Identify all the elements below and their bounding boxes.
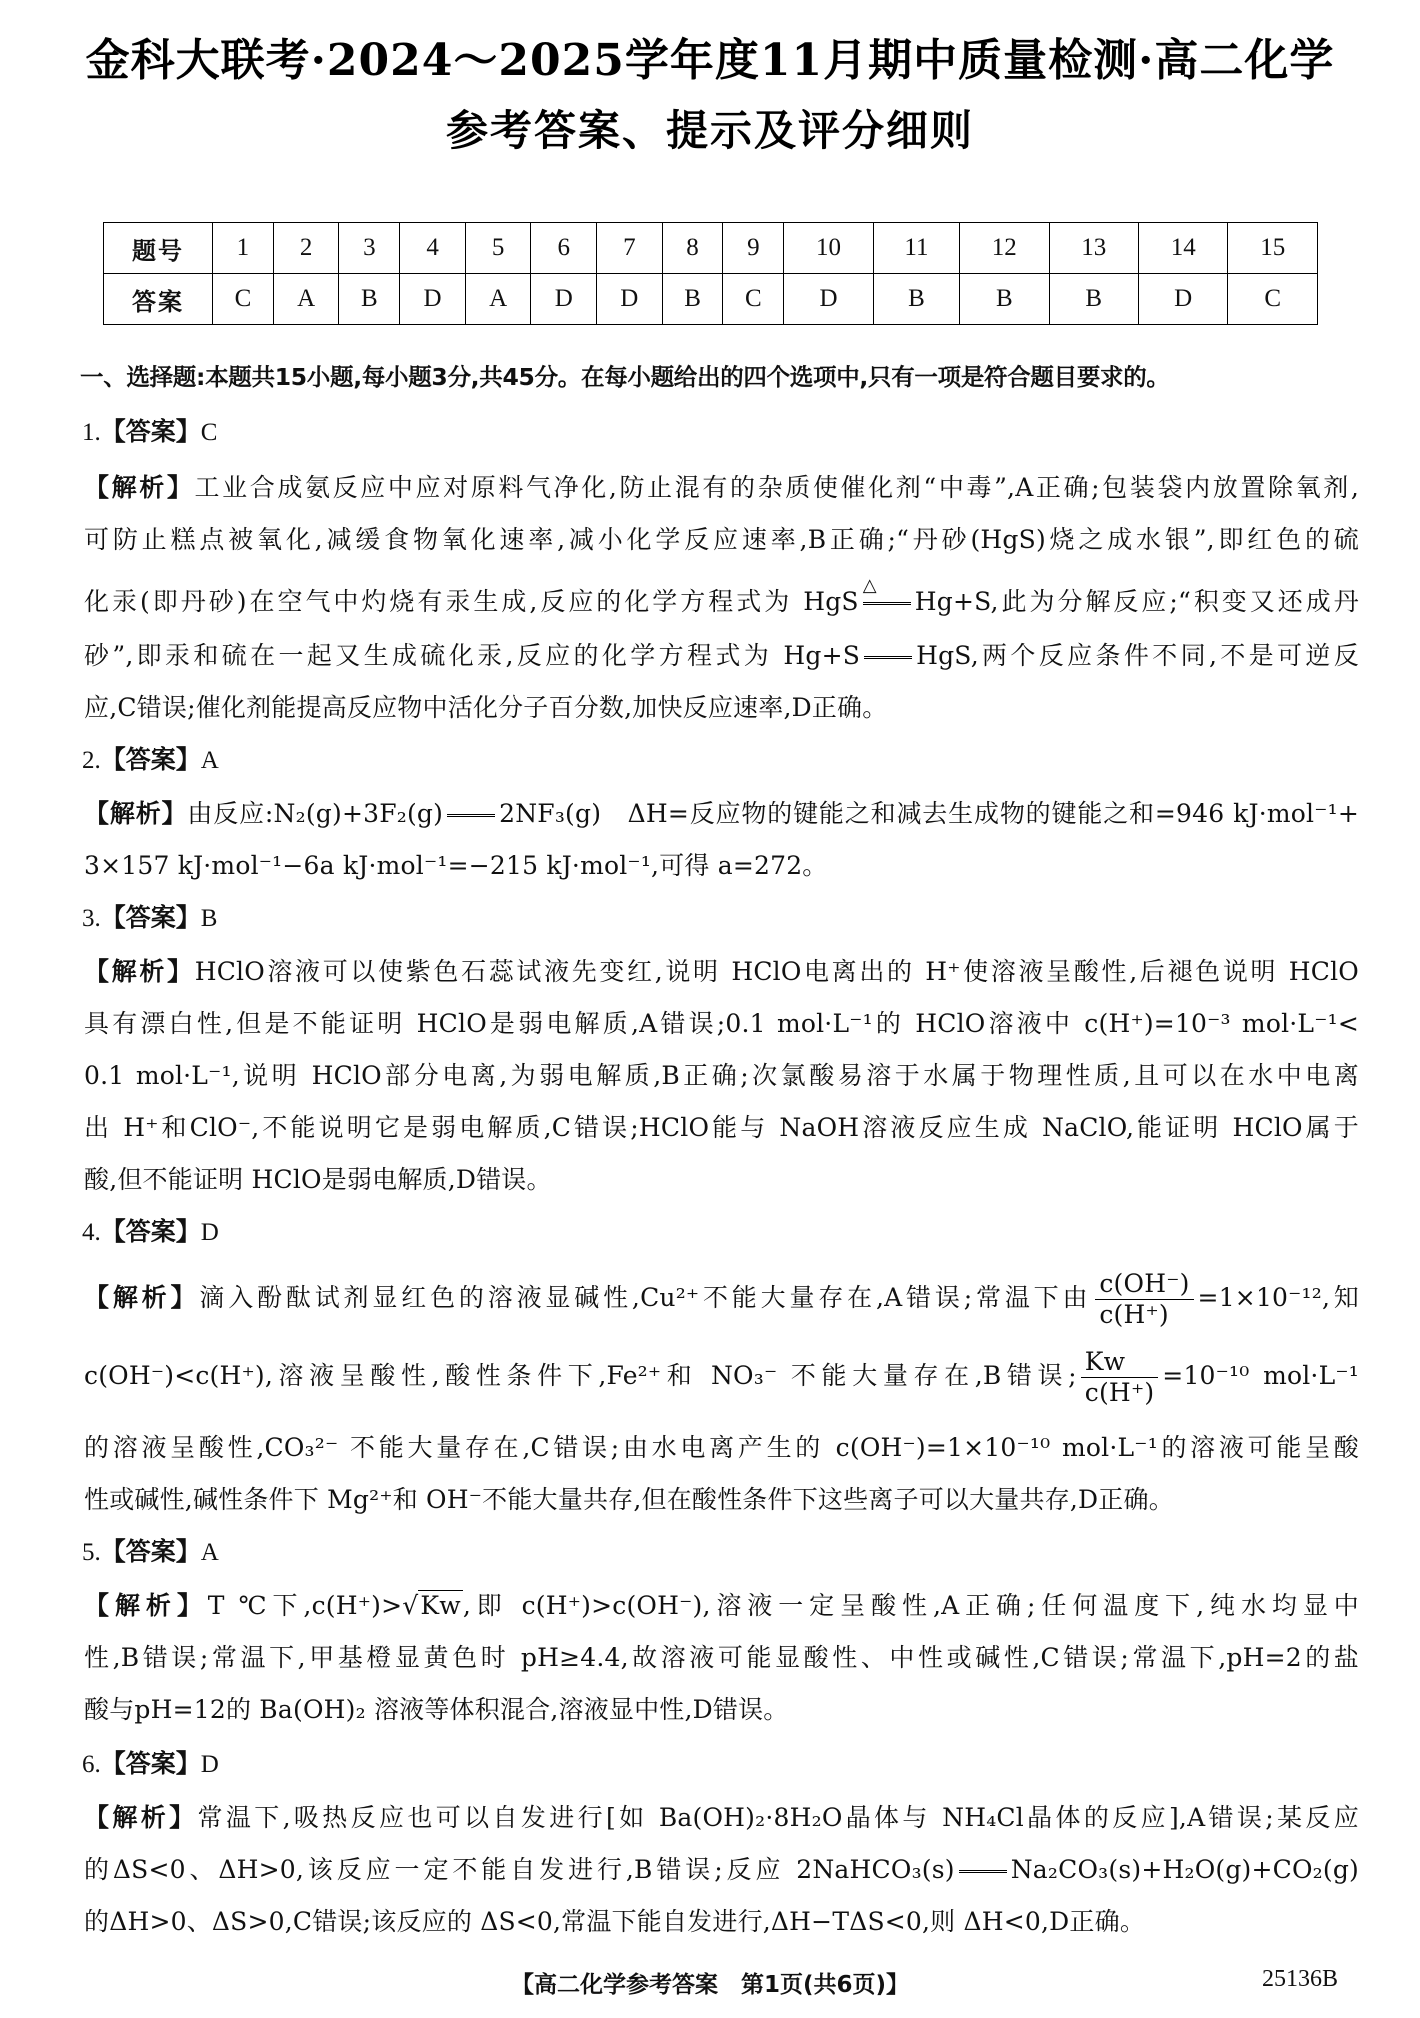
- analysis-tag: 【解析】: [84, 1283, 200, 1312]
- question-number: 5.: [82, 1539, 101, 1566]
- answer-table-number-row: [104, 223, 1318, 274]
- answer-table-answer-row: [104, 274, 1318, 325]
- analysis-text: Hg+S,此为分解反应;“积变又还成丹: [914, 587, 1359, 616]
- analysis-text: 滴入酚酞试剂显红色的溶液显碱性,Cu²⁺不能大量存在,A错误;常温下由: [199, 1283, 1092, 1312]
- analysis-text: T ℃下,c(H⁺)>: [207, 1591, 403, 1620]
- question-5-analysis-line: 酸与pH=12的 Ba(OH)₂ 溶液等体积混合,溶液显中性,D错误。: [84, 1695, 789, 1724]
- answer-tag: 【答案】: [100, 745, 201, 774]
- fraction-numerator: c(OH⁻): [1095, 1269, 1193, 1300]
- answer-cell: A: [465, 274, 531, 325]
- question-number: 2.: [82, 747, 101, 774]
- answer-value: D: [200, 1751, 219, 1778]
- sqrt-sign: √: [402, 1591, 419, 1620]
- answer-cell: B: [339, 274, 400, 325]
- answer-cell: C: [1228, 274, 1318, 325]
- question-number-cell: 8: [662, 223, 723, 274]
- answer-value: A: [200, 747, 219, 774]
- analysis-text: HClO溶液可以使紫色石蕊试液先变红,说明 HClO电离出的 H⁺使溶液呈酸性,后褪色说明 HClO: [194, 957, 1359, 986]
- fraction-numerator: Kw: [1081, 1347, 1159, 1378]
- question-number-cell: 3: [339, 223, 400, 274]
- question-3-analysis-line: 酸,但不能证明 HClO是弱电解质,D错误。: [84, 1165, 552, 1194]
- question-5-analysis-line: 性,B错误;常温下,甲基橙显黄色时 pH≥4.4,故溶液可能显酸性、中性或碱性,C错误;常温下,pH=2的盐: [84, 1643, 1359, 1672]
- question-number-cell: 14: [1138, 223, 1227, 274]
- question-3-analysis-line: [84, 952, 1359, 988]
- answer-tag: 【答案】: [100, 417, 201, 446]
- answer-cell: B: [662, 274, 723, 325]
- question-number-cell: 9: [723, 223, 784, 274]
- question-number-cell: 6: [531, 223, 597, 274]
- question-number: 4.: [82, 1219, 101, 1246]
- answer-cell: D: [1138, 274, 1227, 325]
- question-1-analysis-line: [84, 636, 1359, 672]
- analysis-text: 的ΔS<0、ΔH>0,该反应一定不能自发进行,B错误;反应 2NaHCO₃(s): [84, 1855, 955, 1884]
- sqrt-radicand: Kw: [420, 1591, 461, 1620]
- row-label-answer: 答案: [104, 274, 213, 325]
- reaction-arrow: [864, 656, 912, 659]
- section-heading: 一、选择题:本题共15小题,每小题3分,共45分。在每小题给出的四个选项中,只有一项是符合题目要求的。: [80, 363, 1170, 391]
- question-2-analysis-line: [84, 794, 1359, 830]
- ratio-fraction: [1095, 1269, 1193, 1330]
- answer-tag: 【答案】: [100, 1537, 201, 1566]
- analysis-text: 由反应:N₂(g)+3F₂(g): [187, 799, 444, 828]
- analysis-tag: 【解析】: [84, 473, 195, 502]
- question-number-cell: 7: [597, 223, 663, 274]
- analysis-text: 2NF₃(g) ΔH=反应物的键能之和减去生成物的键能之和=946 kJ·mol⁻¹+: [499, 799, 1359, 828]
- analysis-text: ,即 c(H⁺)>c(OH⁻),溶液一定呈酸性,A正确;任何温度下,纯水均显中: [462, 1591, 1359, 1620]
- question-3-analysis-line: 具有漂白性,但是不能证明 HClO是弱电解质,A错误;0.1 mol·L⁻¹的 HClO溶液中 c(H⁺)=10⁻³ mol·L⁻¹<: [84, 1009, 1359, 1038]
- answer-cell: C: [213, 274, 274, 325]
- reaction-arrow: [959, 1870, 1007, 1873]
- question-5-answer-line: [82, 1532, 219, 1568]
- question-number-cell: 4: [400, 223, 466, 274]
- question-number-cell: 12: [960, 223, 1049, 274]
- question-4-answer-line: [82, 1212, 219, 1248]
- question-1-analysis-line: 应,C错误;催化剂能提高反应物中活化分子百分数,加快反应速率,D正确。: [84, 693, 888, 722]
- analysis-tag: 【解析】: [84, 799, 188, 828]
- question-2-analysis-line: 3×157 kJ·mol⁻¹−6a kJ·mol⁻¹=−215 kJ·mol⁻¹,可得 a=272。: [84, 851, 828, 880]
- answer-cell: B: [1049, 274, 1138, 325]
- page-title: 金科大联考·2024～2025学年度11月期中质量检测·高二化学: [85, 35, 1335, 86]
- analysis-text: c(OH⁻)<c(H⁺),溶液呈酸性,酸性条件下,Fe²⁺和 NO₃⁻ 不能大量存在,B错误;: [84, 1361, 1077, 1390]
- answer-value: D: [200, 1219, 219, 1246]
- row-label-number: 题号: [104, 223, 213, 274]
- question-4-analysis-line: 的溶液呈酸性,CO₃²⁻ 不能大量存在,C错误;由水电离产生的 c(OH⁻)=1×10⁻¹⁰ mol·L⁻¹的溶液可能呈酸: [84, 1433, 1359, 1462]
- answer-cell: A: [273, 274, 339, 325]
- analysis-text: 砂”,即汞和硫在一起又生成硫化汞,反应的化学方程式为 Hg+S: [84, 641, 861, 670]
- question-4-analysis-line: [84, 1268, 1359, 1330]
- answer-cell: D: [597, 274, 663, 325]
- question-3-answer-line: [82, 898, 217, 934]
- question-number-cell: 1: [213, 223, 274, 274]
- reaction-arrow: [862, 575, 911, 605]
- answer-cell: D: [784, 274, 873, 325]
- analysis-tag: 【解析】: [84, 1591, 208, 1620]
- question-1-analysis-line: 可防止糕点被氧化,减缓食物氧化速率,减小化学反应速率,B正确;“丹砂(HgS)烧之成水银”,即红色的硫: [84, 525, 1359, 554]
- question-4-analysis-line: [84, 1346, 1359, 1408]
- analysis-text: HgS,两个反应条件不同,不是可逆反: [916, 641, 1359, 670]
- question-4-analysis-line: 性或碱性,碱性条件下 Mg²⁺和 OH⁻不能大量共存,但在酸性条件下这些离子可以大量共存,D正确。: [84, 1485, 1174, 1514]
- question-number-cell: 5: [465, 223, 531, 274]
- analysis-text: 化汞(即丹砂)在空气中灼烧有汞生成,反应的化学方程式为 HgS: [84, 587, 859, 616]
- answer-cell: D: [400, 274, 466, 325]
- question-number: 6.: [82, 1751, 101, 1778]
- answer-cell: B: [873, 274, 959, 325]
- answer-tag: 【答案】: [100, 1749, 201, 1778]
- question-number: 1.: [82, 419, 101, 446]
- fraction-denominator: c(H⁺): [1084, 1378, 1155, 1407]
- reaction-arrow: [447, 814, 495, 817]
- heating-condition: △: [862, 575, 877, 596]
- question-3-analysis-line: 0.1 mol·L⁻¹,说明 HClO部分电离,为弱电解质,B正确;次氯酸易溶于水属于物理性质,且可以在水中电离: [84, 1061, 1359, 1090]
- question-5-analysis-line: [84, 1586, 1359, 1622]
- page-subtitle: 参考答案、提示及评分细则: [445, 106, 974, 155]
- analysis-tag: 【解析】: [84, 957, 195, 986]
- question-number-cell: 10: [784, 223, 873, 274]
- answer-cell: B: [960, 274, 1049, 325]
- question-6-analysis-line: [84, 1798, 1359, 1834]
- question-number-cell: 2: [273, 223, 339, 274]
- analysis-text: =1×10⁻¹²,知: [1197, 1283, 1359, 1312]
- answer-value: A: [200, 1539, 219, 1566]
- analysis-text: =10⁻¹⁰ mol·L⁻¹: [1162, 1361, 1359, 1390]
- analysis-tag: 【解析】: [84, 1803, 198, 1832]
- question-number: 3.: [82, 905, 101, 932]
- answer-value: C: [200, 419, 218, 446]
- page-footer: 【高二化学参考答案 第1页(共6页)】: [510, 1972, 910, 1998]
- question-6-analysis-line: 的ΔH>0、ΔS>0,C错误;该反应的 ΔS<0,常温下能自发进行,ΔH−TΔS<0,则 ΔH<0,D正确。: [84, 1907, 1146, 1936]
- answer-tag: 【答案】: [100, 903, 201, 932]
- analysis-text: Na₂CO₃(s)+H₂O(g)+CO₂(g): [1010, 1855, 1359, 1884]
- question-1-answer-line: [82, 412, 217, 448]
- fraction-denominator: c(H⁺): [1099, 1300, 1169, 1329]
- question-2-answer-line: [82, 740, 219, 776]
- question-number-cell: 15: [1228, 223, 1318, 274]
- document-code: 25136B: [1262, 1966, 1339, 1992]
- answer-cell: D: [531, 274, 597, 325]
- question-3-analysis-line: 出 H⁺和ClO⁻,不能说明它是弱电解质,C错误;HClO能与 NaOH溶液反应生成 NaClO,能证明 HClO属于: [84, 1113, 1359, 1142]
- kw-fraction: [1081, 1347, 1159, 1408]
- answer-tag: 【答案】: [100, 1217, 201, 1246]
- question-6-answer-line: [82, 1744, 219, 1780]
- question-1-analysis-line: [84, 468, 1359, 504]
- answer-value: B: [200, 905, 218, 932]
- analysis-text: 常温下,吸热反应也可以自发进行[如 Ba(OH)₂·8H₂O晶体与 NH₄Cl晶体的反应],A错误;某反应: [197, 1803, 1359, 1832]
- analysis-text: 工业合成氨反应中应对原料气净化,防止混有的杂质使催化剂“中毒”,A正确;包装袋内放置除氧剂,: [194, 473, 1359, 502]
- answer-table: [103, 222, 1318, 325]
- question-1-analysis-line: [84, 575, 1359, 618]
- answer-cell: C: [723, 274, 784, 325]
- question-number-cell: 13: [1049, 223, 1138, 274]
- question-number-cell: 11: [873, 223, 959, 274]
- question-6-analysis-line: [84, 1850, 1359, 1886]
